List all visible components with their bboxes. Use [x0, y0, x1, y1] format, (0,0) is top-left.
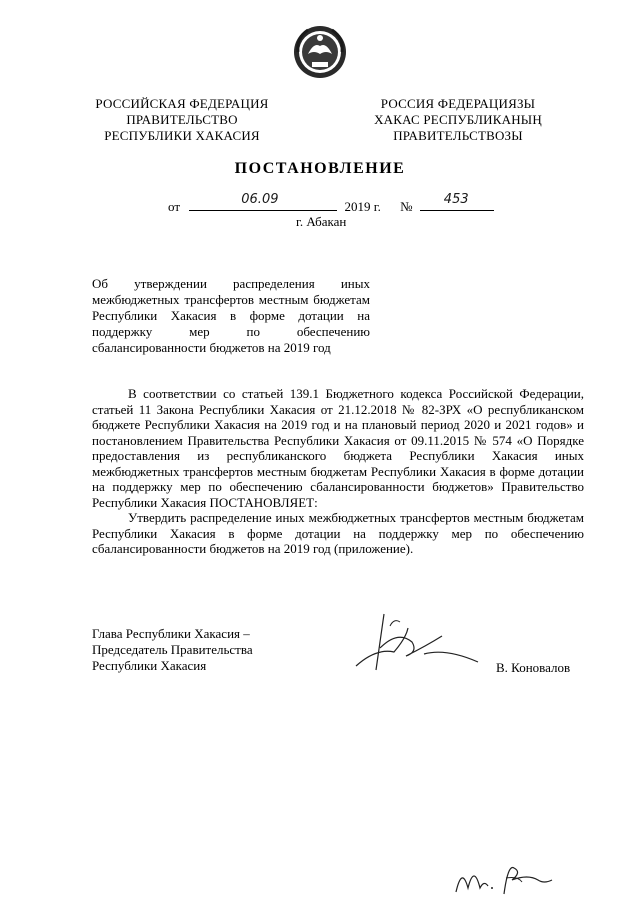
document-body: [92, 386, 584, 557]
handwritten-date: 06.09: [241, 192, 279, 207]
city-label: г. Абакан: [296, 214, 347, 229]
signatory-title-line: Председатель Правительства: [92, 642, 253, 657]
handwritten-number: 453: [443, 192, 469, 207]
header-left-line: РЕСПУБЛИКИ ХАКАСИЯ: [104, 128, 260, 143]
header-right-line: РОССИЯ ФЕДЕРАЦИЯЗЫ: [380, 96, 536, 111]
handwritten-initials: [452, 858, 562, 898]
coat-of-arms-emblem: [292, 24, 348, 80]
header-left-line: РОССИЙСКАЯ ФЕДЕРАЦИЯ: [95, 96, 269, 111]
signatory-title-line: Республики Хакасия: [92, 658, 207, 673]
header-right-line: ПРАВИТЕЛЬСТВОЗЫ: [393, 128, 523, 143]
document-subject: Об утверждении распределения иных межбюджетных трансфертов местным бюджетам Республики Хакасия в форме дотации на поддержку мер по обеспечению сбалансированности бюджетов на 2019 год: [92, 276, 370, 355]
document-title: ПОСТАНОВЛЕНИЕ: [234, 160, 406, 177]
date-line: [168, 192, 494, 215]
signatory-title-line: Глава Республики Хакасия –: [92, 626, 250, 641]
year-label: 2019 г.: [344, 199, 381, 214]
signatory-name: В. Коновалов: [496, 660, 571, 675]
body-paragraph: Утвердить распределение иных межбюджетных трансфертов местным бюджетам Республики Хакасия в форме дотации на поддержку мер по обеспечению сбалансированности бюджетов на 2019 год (приложение).: [92, 510, 584, 556]
from-label: от: [168, 199, 181, 214]
header-left-line: ПРАВИТЕЛЬСТВО: [126, 112, 238, 127]
header-right-line: ХАКАС РЕСПУБЛИКАНЫҢ: [374, 112, 542, 127]
header-right: [358, 96, 558, 144]
header-left: [82, 96, 282, 144]
signatory-title: [92, 626, 253, 674]
handwritten-signature: [346, 608, 496, 678]
body-paragraph: В соответствии со статьей 139.1 Бюджетного кодекса Российской Федерации, статьей 11 Закона Республики Хакасия от 21.12.2018 № 82-ЗРХ «О республиканском бюджете Республики Хакасия на 2019 год и на плановый период 2020 и 2021 годов» и постановлением Правительства Республики Хакасия от 09.11.2015 № 574 «О Порядке предоставления из республиканского бюджета Республики Хакасия иных межбюджетных трансфертов местным бюджетам Республики Хакасия в форме дотации на поддержку мер по обеспечению сбалансированности бюджетов» Правительство Республики Хакасия ПОСТАНОВЛЯЕТ:: [92, 386, 584, 510]
number-label: №: [400, 199, 413, 214]
date-field: [189, 192, 337, 211]
number-field: [420, 192, 494, 211]
